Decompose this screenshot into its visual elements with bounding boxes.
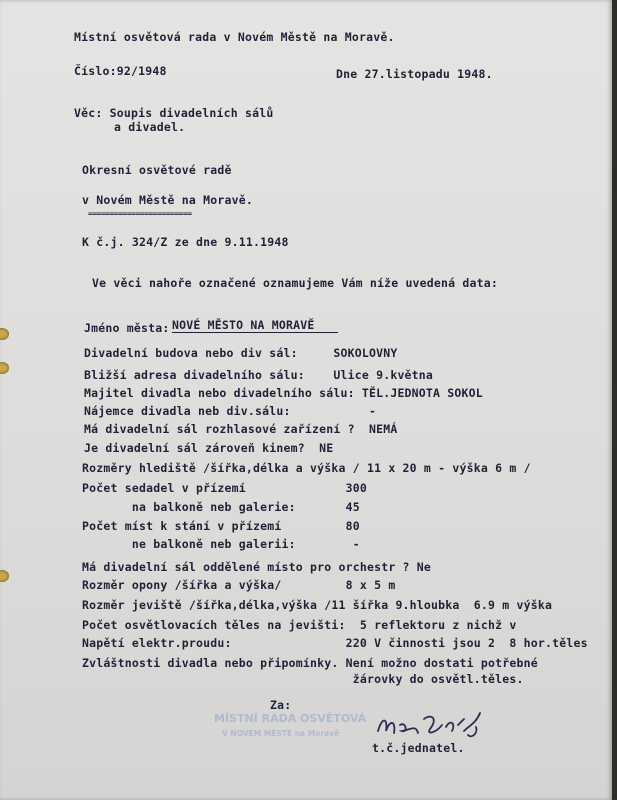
data-row: Divadelní budova nebo div sál: SOKOLOVNY: [84, 346, 398, 360]
recipient-line-1: Okresní osvětové radě: [82, 163, 232, 177]
data-row: Napětí elektr.proudu: 220 V činnosti jsou 2 8 hor.těles: [82, 636, 588, 650]
recipient-double-rule: ========================: [88, 209, 192, 218]
sender-line: Místní osvětová rada v Novém Městě na Moravě.: [74, 30, 395, 44]
subject-line-2: a divadel.: [114, 120, 186, 134]
recipient-line-2: v Novém Městě na Moravě.: [82, 193, 253, 207]
punch-hole: [0, 570, 9, 582]
data-row: Je divadelní sál zároveň kinem? NE: [84, 441, 334, 455]
intro-line: Ve věci nahoře označené oznamujeme Vám níže uvedená data:: [92, 276, 499, 290]
punch-hole: [0, 362, 9, 374]
subject-line-1: Věc: Soupis divadelních sálů: [74, 106, 274, 120]
data-row: Rozměr jeviště /šířka,délka,výška /11 šířka 9.hloubka 6.9 m výška: [82, 598, 553, 612]
data-row: žárovky do osvětl.těles.: [82, 672, 524, 686]
data-row: Má divadelní sál rozhlasové zařízení ? NEMÁ: [84, 422, 398, 436]
town-value: NOVÉ MĚSTO NA MORAVĚ: [172, 318, 315, 332]
data-row: Počet sedadel v přízemí 300: [82, 481, 367, 495]
document-date: Dne 27.listopadu 1948.: [336, 67, 493, 81]
data-row: Má divadelní sál oddělené místo pro orchestr ? Ne: [82, 560, 432, 574]
data-row: na balkoně neb galerie: 45: [82, 500, 360, 514]
data-row: Bližší adresa divadelního sálu: Ulice 9.května: [84, 368, 434, 382]
data-row: Rozměry hlediště /šířka,délka a výška / 11 x 20 m - výška 6 m /: [82, 461, 531, 475]
data-row: Počet míst k stání v přízemí 80: [82, 519, 360, 533]
stamp-line-1: MÍSTNÍ RADA OSVĚTOVÁ: [214, 712, 367, 725]
signatory-title: t.č.jednatel.: [372, 741, 465, 755]
stamp-line-2: V NOVÉM MĚSTĚ na Moravě: [222, 729, 340, 738]
town-underline: [172, 332, 338, 333]
data-row: Rozměr opony /šířka a výška/ 8 x 5 m: [82, 578, 396, 592]
data-row: Počet osvětlovacích těles na jevišti: 5 reflektoru z nichž v: [82, 618, 517, 632]
closing-line: Za:: [270, 698, 292, 712]
reference-line: K č.j. 324/Z ze dne 9.11.1948: [82, 235, 289, 249]
town-label: Jméno města:: [84, 321, 170, 335]
data-row: Majitel divadla nebo divadelního sálu: TĚL.JEDNOTA SOKOL: [84, 386, 483, 400]
document-number: Číslo:92/1948: [74, 64, 167, 78]
data-row: ne balkoně neb galerii: -: [82, 537, 360, 551]
data-row: Zvláštnosti divadla nebo připomínky. Není možno dostati potřebné: [82, 656, 538, 670]
data-row: Nájemce divadla neb div.sálu: -: [84, 404, 377, 418]
page-edge: [612, 0, 617, 800]
punch-hole: [0, 328, 9, 340]
